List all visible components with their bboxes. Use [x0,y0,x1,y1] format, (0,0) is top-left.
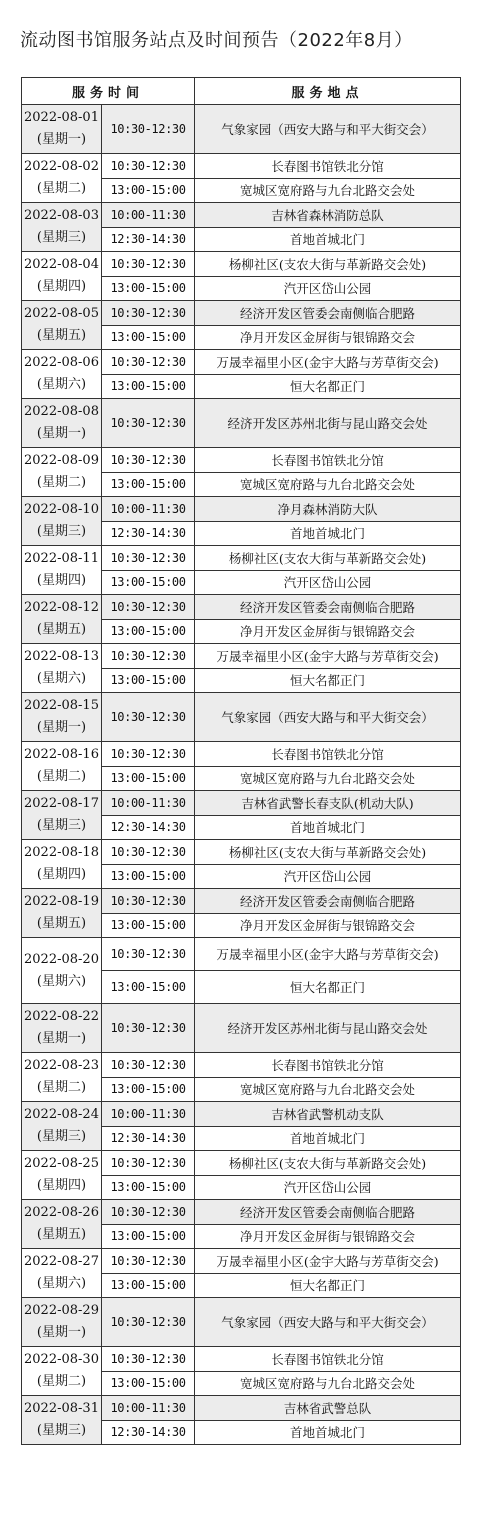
schedule-row [22,938,461,971]
weekday-text: (星期四) [36,867,87,882]
date-cell [22,1200,102,1249]
date-cell [22,252,102,301]
schedule-row [22,791,461,816]
place-cell: 吉林省武警机动支队 [195,1102,461,1127]
date-cell [22,350,102,399]
place-cell: 汽开区岱山公园 [195,570,461,595]
schedule-row [22,497,461,522]
weekday-text: (星期五) [36,328,87,343]
place-cell: 首地首城北门 [195,227,461,252]
date-cell [22,448,102,497]
time-cell: 10:00-11:30 [102,1102,195,1127]
weekday-text: (星期三) [36,818,87,833]
weekday-text: (星期三) [36,230,87,245]
date-cell [22,791,102,840]
weekday-text: (星期一) [36,1031,87,1046]
date-cell [22,889,102,938]
schedule-row [22,350,461,375]
weekday-text: (星期六) [36,377,87,392]
schedule-row [22,742,461,767]
date-text: 2022-08-05 [24,306,99,321]
date-cell [22,546,102,595]
date-cell [22,203,102,252]
date-text: 2022-08-09 [24,453,99,468]
time-cell: 10:30-12:30 [102,252,195,277]
weekday-text: (星期五) [36,916,87,931]
time-cell: 13:00-15:00 [102,1371,195,1396]
schedule-row [22,1347,461,1372]
time-cell: 10:30-12:30 [102,889,195,914]
weekday-text: (星期二) [36,1080,87,1095]
weekday-text: (星期二) [36,181,87,196]
schedule-row [22,154,461,179]
place-cell: 吉林省森林消防总队 [195,203,461,228]
date-text: 2022-08-16 [24,747,99,762]
weekday-text: (星期五) [36,622,87,637]
schedule-body [22,105,461,1445]
time-cell: 13:00-15:00 [102,864,195,889]
time-cell: 10:00-11:30 [102,791,195,816]
time-cell: 12:30-14:30 [102,815,195,840]
weekday-text: (星期二) [36,769,87,784]
date-text: 2022-08-13 [24,649,99,664]
place-cell: 长春图书馆铁北分馆 [195,154,461,179]
date-text: 2022-08-15 [24,698,99,713]
date-cell [22,1102,102,1151]
time-cell: 10:30-12:30 [102,1200,195,1225]
place-cell: 恒大名都正门 [195,971,461,1004]
date-text: 2022-08-04 [24,257,99,272]
time-cell: 10:30-12:30 [102,1004,195,1053]
time-cell: 12:30-14:30 [102,227,195,252]
date-cell [22,1151,102,1200]
date-text: 2022-08-02 [24,159,99,174]
place-cell: 汽开区岱山公园 [195,1175,461,1200]
weekday-text: (星期六) [36,671,87,686]
place-cell: 气象家园（西安大路与和平大街交会） [195,693,461,742]
date-text: 2022-08-25 [24,1156,99,1171]
date-cell [22,105,102,154]
time-cell: 10:30-12:30 [102,644,195,669]
header-service-time: 服务时间 [22,78,195,105]
time-cell: 10:30-12:30 [102,154,195,179]
table-header-row [22,78,461,105]
place-cell: 吉林省武警长春支队(机动大队) [195,791,461,816]
date-cell [22,1298,102,1347]
place-cell: 净月森林消防大队 [195,497,461,522]
schedule-row [22,889,461,914]
place-cell: 长春图书馆铁北分馆 [195,448,461,473]
schedule-row [22,595,461,620]
time-cell: 13:00-15:00 [102,619,195,644]
time-cell: 10:30-12:30 [102,350,195,375]
time-cell: 10:00-11:30 [102,497,195,522]
place-cell: 宽城区宽府路与九台北路交会处 [195,178,461,203]
weekday-text: (星期六) [36,1276,87,1291]
schedule-row [22,1053,461,1078]
time-cell: 13:00-15:00 [102,1077,195,1102]
place-cell: 长春图书馆铁北分馆 [195,742,461,767]
place-cell: 吉林省武警总队 [195,1396,461,1421]
place-cell: 净月开发区金屏街与银锦路交会 [195,1224,461,1249]
weekday-text: (星期一) [36,720,87,735]
date-text: 2022-08-31 [24,1401,99,1416]
weekday-text: (星期四) [36,279,87,294]
time-cell: 10:30-12:30 [102,546,195,571]
date-text: 2022-08-12 [24,600,99,615]
place-cell: 净月开发区金屏街与银锦路交会 [195,913,461,938]
time-cell: 13:00-15:00 [102,1224,195,1249]
date-text: 2022-08-20 [24,951,99,967]
place-cell: 经济开发区苏州北街与昆山路交会处 [195,399,461,448]
date-cell [22,1004,102,1053]
schedule-row [22,1004,461,1053]
schedule-row [22,1396,461,1421]
time-cell: 13:00-15:00 [102,668,195,693]
place-cell: 汽开区岱山公园 [195,864,461,889]
schedule-row [22,644,461,669]
date-text: 2022-08-24 [24,1107,99,1122]
date-cell [22,399,102,448]
place-cell: 首地首城北门 [195,521,461,546]
place-cell: 万晟幸福里小区(金宇大路与芳草街交会) [195,644,461,669]
time-cell: 10:30-12:30 [102,840,195,865]
schedule-row [22,105,461,154]
place-cell: 杨柳社区(支农大街与革新路交会处) [195,1151,461,1176]
weekday-text: (星期三) [36,524,87,539]
schedule-row [22,203,461,228]
time-cell: 10:30-12:30 [102,693,195,742]
page-title: 流动图书馆服务站点及时间预告（2022年8月） [20,30,413,51]
time-cell: 13:00-15:00 [102,178,195,203]
date-text: 2022-08-26 [24,1205,99,1220]
place-cell: 宽城区宽府路与九台北路交会处 [195,1077,461,1102]
date-text: 2022-08-23 [24,1058,99,1073]
time-cell: 13:00-15:00 [102,276,195,301]
schedule-row [22,1298,461,1347]
weekday-text: (星期五) [36,1227,87,1242]
time-cell: 10:30-12:30 [102,448,195,473]
place-cell: 首地首城北门 [195,1126,461,1151]
time-cell: 10:30-12:30 [102,301,195,326]
time-cell: 13:00-15:00 [102,766,195,791]
place-cell: 气象家园（西安大路与和平大街交会） [195,1298,461,1347]
time-cell: 13:00-15:00 [102,913,195,938]
date-text: 2022-08-19 [24,894,99,909]
place-cell: 杨柳社区(支农大街与革新路交会处) [195,546,461,571]
schedule-row [22,546,461,571]
place-cell: 长春图书馆铁北分馆 [195,1053,461,1078]
place-cell: 万晟幸福里小区(金宇大路与芳草街交会) [195,350,461,375]
place-cell: 恒大名都正门 [195,668,461,693]
schedule-row [22,1249,461,1274]
schedule-row [22,693,461,742]
time-cell: 10:30-12:30 [102,938,195,971]
time-cell: 12:30-14:30 [102,1420,195,1445]
weekday-text: (星期一) [36,1325,87,1340]
weekday-text: (星期六) [36,973,87,989]
time-cell: 13:00-15:00 [102,1175,195,1200]
place-cell: 气象家园（西安大路与和平大街交会） [195,105,461,154]
date-cell [22,938,102,1004]
date-text: 2022-08-10 [24,502,99,517]
time-cell: 10:30-12:30 [102,1053,195,1078]
place-cell: 宽城区宽府路与九台北路交会处 [195,1371,461,1396]
time-cell: 13:00-15:00 [102,570,195,595]
date-text: 2022-08-17 [24,796,99,811]
time-cell: 13:00-15:00 [102,325,195,350]
place-cell: 宽城区宽府路与九台北路交会处 [195,766,461,791]
date-cell [22,693,102,742]
place-cell: 经济开发区管委会南侧临合肥路 [195,301,461,326]
weekday-text: (星期三) [36,1129,87,1144]
time-cell: 12:30-14:30 [102,521,195,546]
place-cell: 宽城区宽府路与九台北路交会处 [195,472,461,497]
date-cell [22,1249,102,1298]
date-cell [22,644,102,693]
date-cell [22,1347,102,1396]
time-cell: 13:00-15:00 [102,1273,195,1298]
date-cell [22,154,102,203]
schedule-row [22,1200,461,1225]
schedule-row [22,1102,461,1127]
weekday-text: (星期一) [36,132,87,147]
place-cell: 恒大名都正门 [195,374,461,399]
time-cell: 10:30-12:30 [102,1347,195,1372]
place-cell: 首地首城北门 [195,815,461,840]
date-text: 2022-08-27 [24,1254,99,1269]
schedule-row [22,448,461,473]
time-cell: 10:30-12:30 [102,105,195,154]
schedule-row [22,840,461,865]
schedule-row [22,399,461,448]
place-cell: 长春图书馆铁北分馆 [195,1347,461,1372]
date-text: 2022-08-30 [24,1352,99,1367]
time-cell: 13:00-15:00 [102,374,195,399]
time-cell: 12:30-14:30 [102,1126,195,1151]
place-cell: 恒大名都正门 [195,1273,461,1298]
place-cell: 经济开发区管委会南侧临合肥路 [195,595,461,620]
place-cell: 杨柳社区(支农大街与革新路交会处) [195,840,461,865]
time-cell: 10:30-12:30 [102,399,195,448]
place-cell: 汽开区岱山公园 [195,276,461,301]
time-cell: 10:30-12:30 [102,1249,195,1274]
time-cell: 13:00-15:00 [102,971,195,1004]
time-cell: 10:00-11:30 [102,1396,195,1421]
date-text: 2022-08-18 [24,845,99,860]
place-cell: 经济开发区管委会南侧临合肥路 [195,1200,461,1225]
weekday-text: (星期四) [36,1178,87,1193]
date-cell [22,301,102,350]
time-cell: 10:30-12:30 [102,1151,195,1176]
weekday-text: (星期三) [36,1423,87,1438]
time-cell: 10:30-12:30 [102,1298,195,1347]
header-service-place: 服务地点 [195,78,461,105]
schedule-row [22,301,461,326]
weekday-text: (星期四) [36,573,87,588]
place-cell: 杨柳社区(支农大街与革新路交会处) [195,252,461,277]
date-cell [22,595,102,644]
date-cell [22,840,102,889]
weekday-text: (星期一) [36,426,87,441]
date-cell [22,1396,102,1445]
weekday-text: (星期二) [36,475,87,490]
place-cell: 万晟幸福里小区(金宇大路与芳草街交会) [195,1249,461,1274]
date-text: 2022-08-06 [24,355,99,370]
schedule-row [22,1151,461,1176]
weekday-text: (星期二) [36,1374,87,1389]
time-cell: 10:30-12:30 [102,595,195,620]
place-cell: 净月开发区金屏街与银锦路交会 [195,619,461,644]
date-cell [22,742,102,791]
date-text: 2022-08-11 [24,551,99,566]
schedule-row [22,252,461,277]
place-cell: 万晟幸福里小区(金宇大路与芳草街交会) [195,938,461,971]
date-text: 2022-08-08 [24,404,99,419]
time-cell: 10:00-11:30 [102,203,195,228]
place-cell: 首地首城北门 [195,1420,461,1445]
time-cell: 13:00-15:00 [102,472,195,497]
date-text: 2022-08-22 [24,1009,99,1024]
schedule-table [21,77,461,1445]
date-cell [22,1053,102,1102]
date-text: 2022-08-03 [24,208,99,223]
date-text: 2022-08-29 [24,1303,99,1318]
place-cell: 经济开发区苏州北街与昆山路交会处 [195,1004,461,1053]
date-text: 2022-08-01 [24,110,99,125]
time-cell: 10:30-12:30 [102,742,195,767]
place-cell: 经济开发区管委会南侧临合肥路 [195,889,461,914]
date-cell [22,497,102,546]
place-cell: 净月开发区金屏街与银锦路交会 [195,325,461,350]
